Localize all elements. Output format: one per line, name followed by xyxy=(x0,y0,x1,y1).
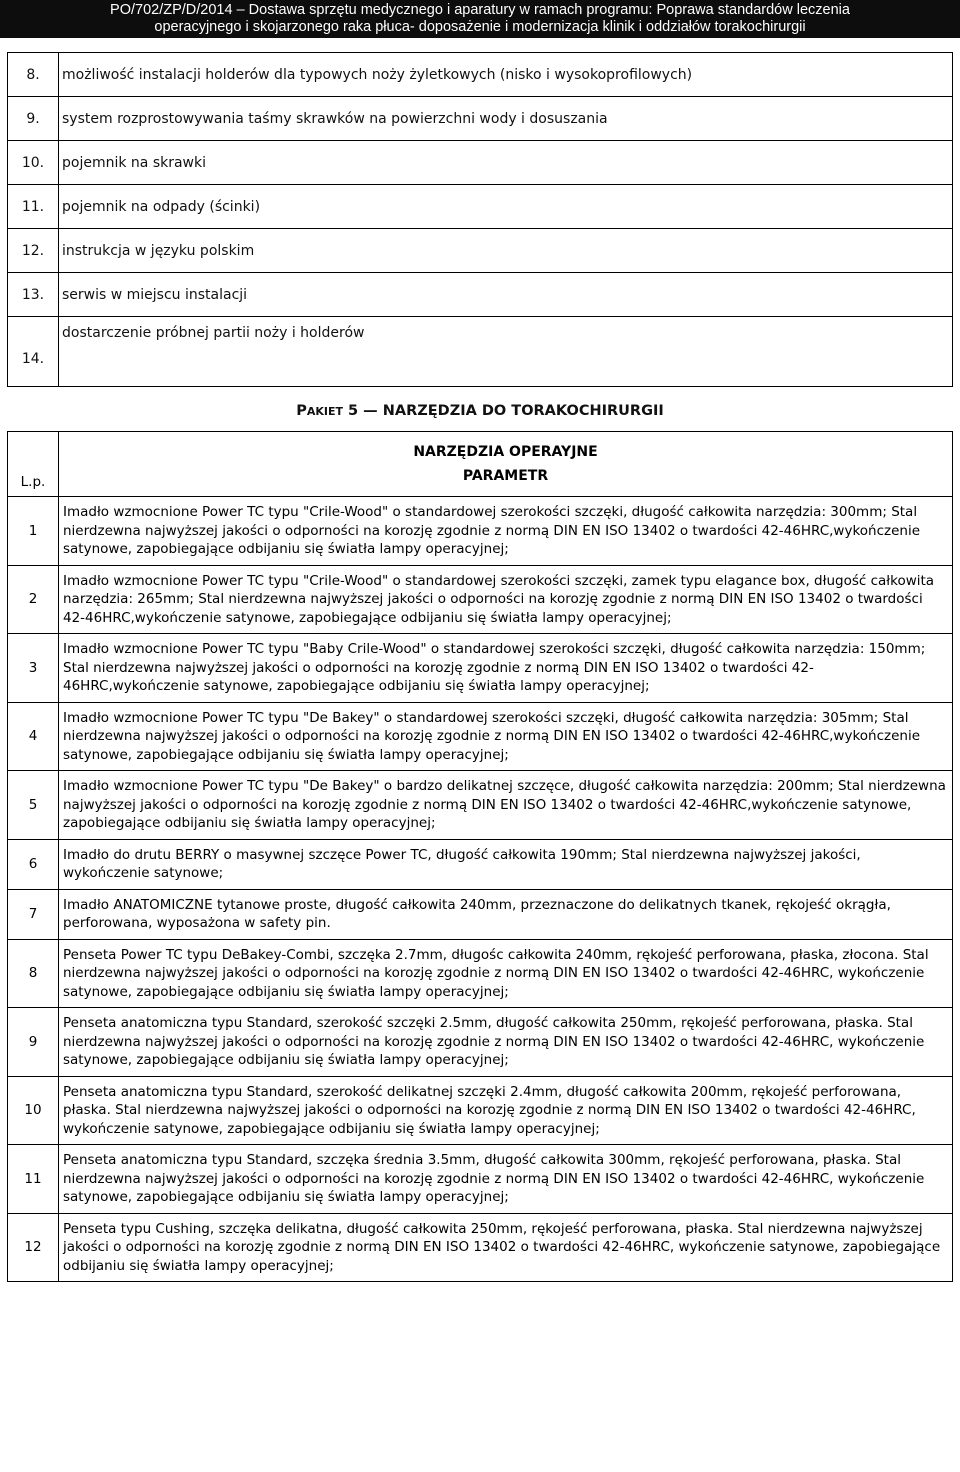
row-lp: 12 xyxy=(8,1213,59,1282)
row-parameter: Imadło wzmocnione Power TC typu "Crile-Wood" o standardowej szerokości szczęki, długość całkowita narzędzia: 300mm; Stal nierdzewna najwyższej jakości o odporności na korozję zgodnie z normą DIN EN ISO 13402 o twardości 42-46HRC,wykończenie satynowe, zapobiegające odbijaniu się światła lampy operacyjnej; xyxy=(59,497,953,566)
row-parameter: Penseta anatomiczna typu Standard, szerokość szczęki 2.5mm, długość całkowita 250mm, rękojeść perforowana, płaska. Stal nierdzewna najwyższej jakości o odporności na korozję zgodnie z normą DIN EN ISO 13402 o twardości 42-46HRC, wykończenie satynowe, zapobiegające odbijaniu się światła lampy operacyjnej; xyxy=(59,1008,953,1077)
row-number: 10. xyxy=(8,141,59,185)
row-parameter: Penseta typu Cushing, szczęka delikatna, długość całkowita 250mm, rękojeść perforowana, płaska. Stal nierdzewna najwyższej jakości o odporności na korozję zgodnie z normą DIN EN ISO 13402 o twardości 42-46HRC, wykończenie satynowe, zapobiegające odbijaniu się światła lampy operacyjnej; xyxy=(59,1213,953,1282)
row-text: serwis w miejscu instalacji xyxy=(59,273,953,317)
row-lp: 10 xyxy=(8,1076,59,1145)
table-row xyxy=(8,1145,953,1214)
table-row xyxy=(8,497,953,566)
parametr-label: PARAMETR xyxy=(462,468,549,484)
table-row xyxy=(8,839,953,889)
header-line-1: PO/702/ZP/D/2014 – Dostawa sprzętu medycznego i aparatury w ramach programu: Poprawa standardów leczenia xyxy=(110,2,850,18)
row-lp: 5 xyxy=(8,771,59,840)
row-text: dostarczenie próbnej partii noży i holderów xyxy=(59,317,953,387)
table-row xyxy=(8,939,953,1008)
row-text: system rozprostowywania taśmy skrawków na powierzchni wody i dosuszania xyxy=(59,97,953,141)
section-title xyxy=(0,403,960,419)
row-lp: 9 xyxy=(8,1008,59,1077)
row-lp: 6 xyxy=(8,839,59,889)
row-number: 12. xyxy=(8,229,59,273)
row-text: możliwość instalacji holderów dla typowych noży żyletkowych (nisko i wysokoprofilowych) xyxy=(59,53,953,97)
row-parameter: Penseta anatomiczna typu Standard, szczęka średnia 3.5mm, długość całkowita 300mm, rękojeść perforowana, płaska. Stal nierdzewna najwyższej jakości o odporności na korozję zgodnie z normą DIN EN ISO 13402 o twardości 42-46HRC, wykończenie satynowe, zapobiegające odbijaniu się światła lampy operacyjnej; xyxy=(59,1145,953,1214)
row-text: pojemnik na odpady (ścinki) xyxy=(59,185,953,229)
section-title-rest: 5 — NARZĘDZIA DO TORAKOCHIRURGII xyxy=(343,403,664,419)
table-row xyxy=(8,317,953,387)
row-parameter: Imadło wzmocnione Power TC typu "Crile-Wood" o standardowej szerokości szczęki, zamek typu elagance box, długość całkowita narzędzia: 265mm; Stal nierdzewna najwyższej jakości o odporności na korozję zgodnie z normą DIN EN ISO 13402 o twardości 42-46HRC,wykończenie satynowe, zapobiegające odbijaniu się światła lampy operacyjnej; xyxy=(59,565,953,634)
table-row xyxy=(8,771,953,840)
table-row xyxy=(8,185,953,229)
row-parameter: Imadło do drutu BERRY o masywnej szczęce Power TC, długość całkowita 190mm; Stal nierdzewna najwyższej jakości, wykończenie satynowe; xyxy=(59,839,953,889)
header-line-2: operacyjnego i skojarzonego raka płuca- doposażenie i modernizacja klinik i oddziałów torakochirurgii xyxy=(154,19,806,35)
section-prefix-small: AKIET xyxy=(306,405,343,418)
table-row xyxy=(8,634,953,703)
table-row xyxy=(8,1076,953,1145)
row-lp: 7 xyxy=(8,889,59,939)
section-prefix: P xyxy=(296,403,307,419)
table-row xyxy=(8,1008,953,1077)
table-row xyxy=(8,97,953,141)
row-parameter: Penseta Power TC typu DeBakey-Combi, szczęka 2.7mm, długośc całkowita 240mm, rękojeść perforowana, płaska, złocona. Stal nierdzewna najwyższej jakości o odporności na korozję zgodnie z normą DIN EN ISO 13402 o twardości 42-46HRC, wykończenie satynowe, zapobiegające odbijaniu się światła lampy operacyjnej; xyxy=(59,939,953,1008)
row-parameter: Imadło wzmocnione Power TC typu "De Bakey" o bardzo delikatnej szczęce, długość całkowita narzędzia: 200mm; Stal nierdzewna najwyższej jakości o odporności na korozję zgodnie z normą DIN EN ISO 13402 o twardości 42-46HRC,wykończenie satynowe, zapobiegające odbijaniu się światła lampy operacyjnej; xyxy=(59,771,953,840)
document-header xyxy=(0,0,960,38)
table-row xyxy=(8,229,953,273)
row-text: instrukcja w języku polskim xyxy=(59,229,953,273)
row-number: 14. xyxy=(8,317,59,387)
row-number: 8. xyxy=(8,53,59,97)
row-parameter: Imadło wzmocnione Power TC typu "Baby Crile-Wood" o standardowej szerokości szczęki, długość całkowita narzędzia: 150mm; Stal nierdzewna najwyższej jakości o odporności na korozję zgodnie z normą DIN EN ISO 13402 o twardości 42-46HRC,wykończenie satynowe, zapobiegające odbijaniu się światła lampy operacyjnej; xyxy=(59,634,953,703)
tools-group-title: NARZĘDZIA OPERAYJNE xyxy=(413,444,598,460)
table-row xyxy=(8,141,953,185)
tools-table xyxy=(7,431,953,1282)
parameter-header xyxy=(59,432,953,497)
row-text: pojemnik na skrawki xyxy=(59,141,953,185)
row-number: 11. xyxy=(8,185,59,229)
row-parameter: Imadło ANATOMICZNE tytanowe proste, długość całkowita 240mm, przeznaczone do delikatnych tkanek, rękojeść okrągła, perforowana, wyposażona w safety pin. xyxy=(59,889,953,939)
table-row xyxy=(8,273,953,317)
row-number: 9. xyxy=(8,97,59,141)
row-lp: 8 xyxy=(8,939,59,1008)
requirements-table xyxy=(7,52,953,387)
row-parameter: Penseta anatomiczna typu Standard, szerokość delikatnej szczęki 2.4mm, długość całkowita 200mm, rękojeść perforowana, płaska. Stal nierdzewna najwyższej jakości o odporności na korozję zgodnie z normą DIN EN ISO 13402 o twardości 42-46HRC, wykończenie satynowe, zapobiegające odbijaniu się światła lampy operacyjnej; xyxy=(59,1076,953,1145)
table-row xyxy=(8,1213,953,1282)
table-header-row xyxy=(8,432,953,497)
row-lp: 2 xyxy=(8,565,59,634)
lp-header: L.p. xyxy=(8,432,59,497)
row-number: 13. xyxy=(8,273,59,317)
row-lp: 4 xyxy=(8,702,59,771)
table-row xyxy=(8,889,953,939)
table-row xyxy=(8,702,953,771)
table-row xyxy=(8,53,953,97)
table-row xyxy=(8,565,953,634)
row-parameter: Imadło wzmocnione Power TC typu "De Bakey" o standardowej szerokości szczęki, długość całkowita narzędzia: 305mm; Stal nierdzewna najwyższej jakości o odporności na korozję zgodnie z normą DIN EN ISO 13402 o twardości 42-46HRC,wykończenie satynowe, zapobiegające odbijaniu się światła lampy operacyjnej; xyxy=(59,702,953,771)
row-lp: 1 xyxy=(8,497,59,566)
row-lp: 11 xyxy=(8,1145,59,1214)
row-lp: 3 xyxy=(8,634,59,703)
